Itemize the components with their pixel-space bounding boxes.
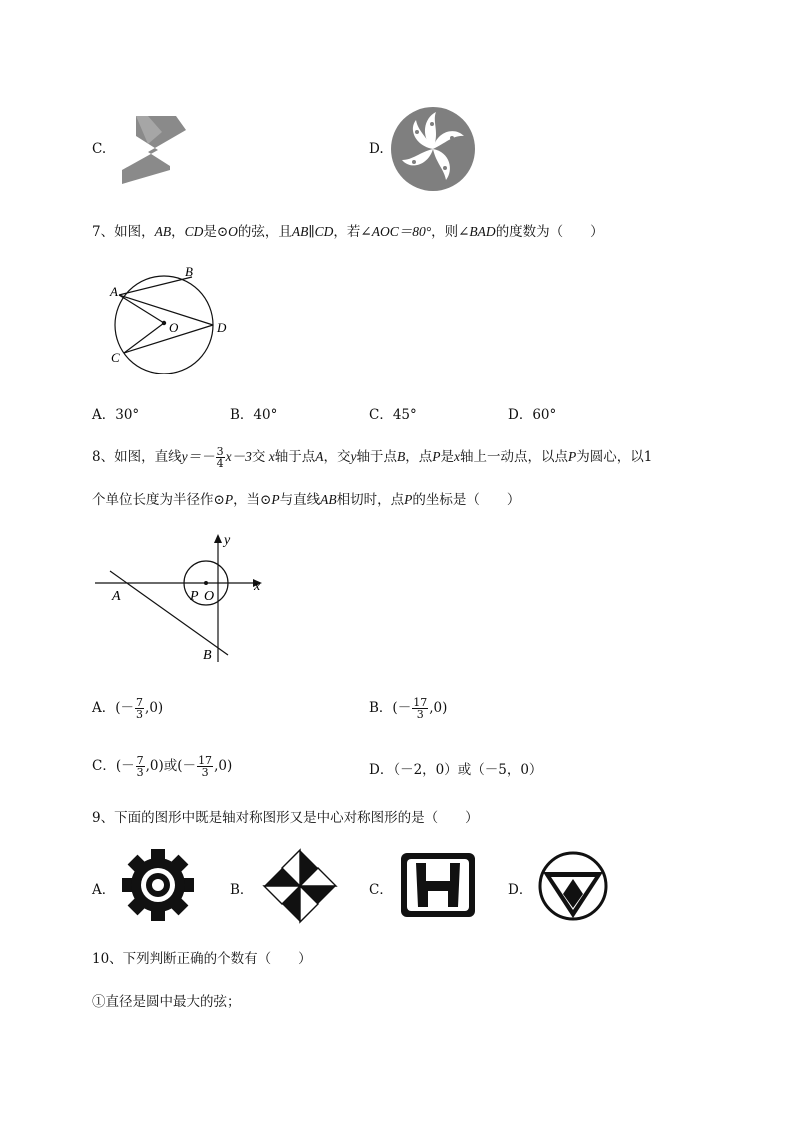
q9-option-c-label: C． (369, 882, 393, 898)
q7-label-a: A (110, 284, 118, 299)
q6-option-d-label: D. (369, 141, 384, 157)
q7-label-b: B (185, 264, 193, 279)
q7-option-b: B．40° (230, 407, 278, 423)
q6-option-c-label: C. (92, 141, 107, 157)
q8-option-d: D．（－2，0）或（－5，0） (369, 762, 543, 778)
q8-option-a: A．(－ $\frac{7}{3}$ ,0) (92, 696, 164, 721)
q7-option-a: A．30° (92, 407, 140, 423)
q8-stem-line2: 个单位长度为半径作⊙P，当⊙P与直线AB相切时，点P的坐标是（ ） (92, 492, 521, 508)
q8-option-b: B．(－ $\frac{17}{3}$ ,0) (369, 696, 448, 721)
q7-stem: 7、如图，AB，CD是⊙O的弦，且AB∥CD，若∠AOC＝80°，则∠BAD的度数为（ ） (92, 224, 604, 240)
q7-figure-circle (105, 262, 235, 378)
q8-label-p: P (190, 589, 199, 604)
q8-label-o: O (204, 589, 215, 604)
q9-option-c-h-logo-icon (399, 851, 477, 923)
q9-option-d-label: D． (508, 882, 533, 898)
q7-option-c: C．45° (369, 407, 417, 423)
q9-option-a-gear-icon (121, 848, 195, 926)
q8-label-y: y (224, 533, 231, 548)
q8-option-c: C．(－ $\frac{7}{3}$ ,0)或(－ $\frac{17}{3}$ ,0) (92, 754, 233, 779)
q9-option-b-pinwheel-icon (260, 846, 340, 930)
q8-label-x: x (254, 579, 261, 594)
q8-figure-axes (92, 525, 277, 669)
q8-label-b: B (203, 648, 212, 663)
q7-option-d: D．60° (508, 407, 557, 423)
q9-stem: 9、下面的图形中既是轴对称图形又是中心对称图形的是（ ） (92, 810, 479, 826)
q6-option-d-figure-bauhinia (390, 106, 476, 196)
q7-label-c: C (111, 350, 120, 365)
q7-label-o: O (169, 320, 179, 335)
q10-item-1: ①直径是圆中最大的弦； (92, 994, 241, 1010)
q9-option-d-triangle-circle-icon (537, 850, 609, 926)
q8-stem-line1: 8、如图，直线y＝－ $\frac{3}{4}$ x－3交 x轴于点A，交y轴于点B，点P是x轴上一动点，以点P为圆心，以1 (92, 445, 653, 470)
q6-option-c-figure-s-logo (118, 114, 188, 190)
q9-option-a-label: A． (92, 882, 116, 898)
q9-option-b-label: B． (230, 882, 254, 898)
q7-label-d: D (217, 320, 227, 335)
q10-stem: 10、下列判断正确的个数有（ ） (92, 951, 312, 967)
q8-label-a: A (112, 589, 121, 604)
